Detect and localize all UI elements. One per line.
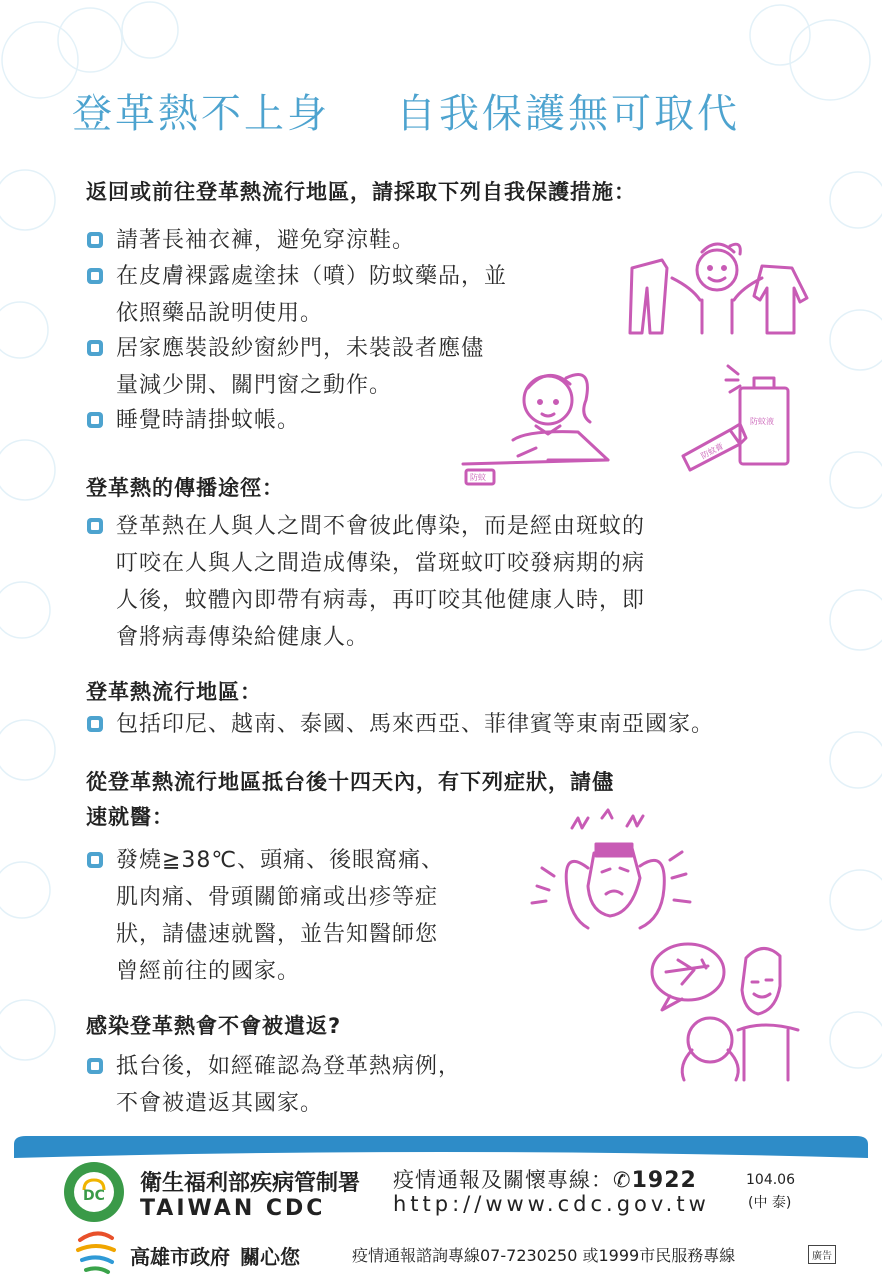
hotline-label: 疫情通報及關懷專線： — [393, 1168, 613, 1192]
square-bullet-icon — [86, 851, 104, 869]
square-bullet-icon — [86, 411, 104, 429]
ad-badge: 廣告 — [808, 1245, 836, 1264]
svg-text:DC: DC — [83, 1188, 105, 1204]
list-item — [86, 402, 300, 439]
girl-with-clothes-illustration — [622, 238, 812, 338]
list-item — [86, 330, 484, 404]
list-item-line: 狀，請儘速就醫，並告知醫師您 — [116, 922, 439, 947]
heading-symptoms-line-2: 速就醫： — [86, 805, 174, 829]
list-item-line: 睡覺時請掛蚊帳。 — [116, 408, 301, 433]
title-part-2: 自我保護無可取代 — [396, 91, 740, 137]
list-item — [86, 508, 645, 656]
version-code: 104.06 — [746, 1172, 795, 1188]
agency-name-cn: 衛生福利部疾病管制署 — [140, 1171, 361, 1196]
hotline — [393, 1164, 697, 1194]
sick-person-illustration — [522, 808, 702, 948]
heading-epidemic-areas: 登革熱流行地區： — [86, 680, 262, 704]
page-title — [72, 82, 832, 139]
list-item — [86, 706, 714, 743]
footer — [0, 1150, 882, 1280]
cdc-logo-icon — [62, 1160, 126, 1224]
heading-transmission: 登革熱的傳播途徑： — [86, 476, 284, 500]
list-item — [86, 222, 415, 259]
title-part-1: 登革熱不上身 — [72, 91, 330, 137]
small-tube-label: 防蚊 — [470, 473, 486, 482]
list-item-line: 量減少開、關門窗之動作。 — [116, 373, 393, 398]
list-item — [86, 842, 444, 990]
hotline-number: 1922 — [631, 1168, 697, 1193]
list-item-line: 在皮膚裸露處塗抹（噴）防蚊藥品，並 — [116, 264, 508, 289]
square-bullet-icon — [86, 339, 104, 357]
list-item-line: 會將病毒傳染給健康人。 — [116, 625, 370, 650]
agency-name-en: TAIWAN CDC — [140, 1196, 326, 1221]
spray-bottle-label: 防蚊液 — [750, 417, 774, 426]
list-item — [86, 1048, 461, 1122]
list-item-line: 抵台後，如經確認為登革熱病例， — [116, 1054, 462, 1079]
kaohsiung-logo-icon — [72, 1226, 122, 1276]
city-slogan — [130, 1241, 300, 1270]
list-item-line: 發燒≧38℃、頭痛、後眼窩痛、 — [116, 848, 445, 873]
heading-deportation: 感染登革熱會不會被遣返? — [86, 1014, 342, 1038]
list-item-line: 不會被遣返其國家。 — [116, 1091, 324, 1116]
girl-with-repellent-illustration — [458, 360, 803, 488]
list-item — [86, 258, 507, 332]
square-bullet-icon — [86, 267, 104, 285]
city-name: 高雄市政府 — [130, 1245, 230, 1269]
square-bullet-icon — [86, 715, 104, 733]
square-bullet-icon — [86, 517, 104, 535]
heading-symptoms-line-1: 從登革熱流行地區抵台後十四天內，有下列症狀，請儘 — [86, 770, 614, 794]
list-item-line: 曾經前往的國家。 — [116, 959, 301, 984]
square-bullet-icon — [86, 1057, 104, 1075]
list-item-line: 居家應裝設紗窗紗門，未裝設者應儘 — [116, 336, 485, 361]
print-code: (中 泰) — [748, 1195, 792, 1211]
list-item-line: 請著長袖衣褲，避免穿涼鞋。 — [116, 228, 416, 253]
travellers-illustration — [648, 930, 808, 1090]
list-item-line: 叮咬在人與人之間造成傳染，當斑蚊叮咬發病期的病 — [116, 551, 646, 576]
cdc-url-link[interactable]: http://www.cdc.gov.tw — [393, 1192, 710, 1216]
heading-protection-measures: 返回或前往登革熱流行地區，請採取下列自我保護措施： — [86, 180, 636, 204]
city-hotline: 疫情通報諮詢專線07-7230250 或1999市民服務專線 — [352, 1246, 736, 1265]
list-item-line: 依照藥品說明使用。 — [116, 301, 324, 326]
list-item-line: 包括印尼、越南、泰國、馬來西亞、菲律賓等東南亞國家。 — [116, 712, 715, 737]
phone-icon: ✆ — [613, 1168, 632, 1192]
list-item-line: 人後，蚊體內即帶有病毒，再叮咬其他健康人時，即 — [116, 588, 646, 613]
square-bullet-icon — [86, 231, 104, 249]
list-item-line: 登革熱在人與人之間不會彼此傳染，而是經由斑蚊的 — [116, 514, 646, 539]
list-item-line: 肌肉痛、骨頭關節痛或出疹等症 — [116, 885, 439, 910]
cream-tube-label: 防蚊膏 — [699, 441, 725, 461]
city-care: 關心您 — [240, 1245, 300, 1269]
